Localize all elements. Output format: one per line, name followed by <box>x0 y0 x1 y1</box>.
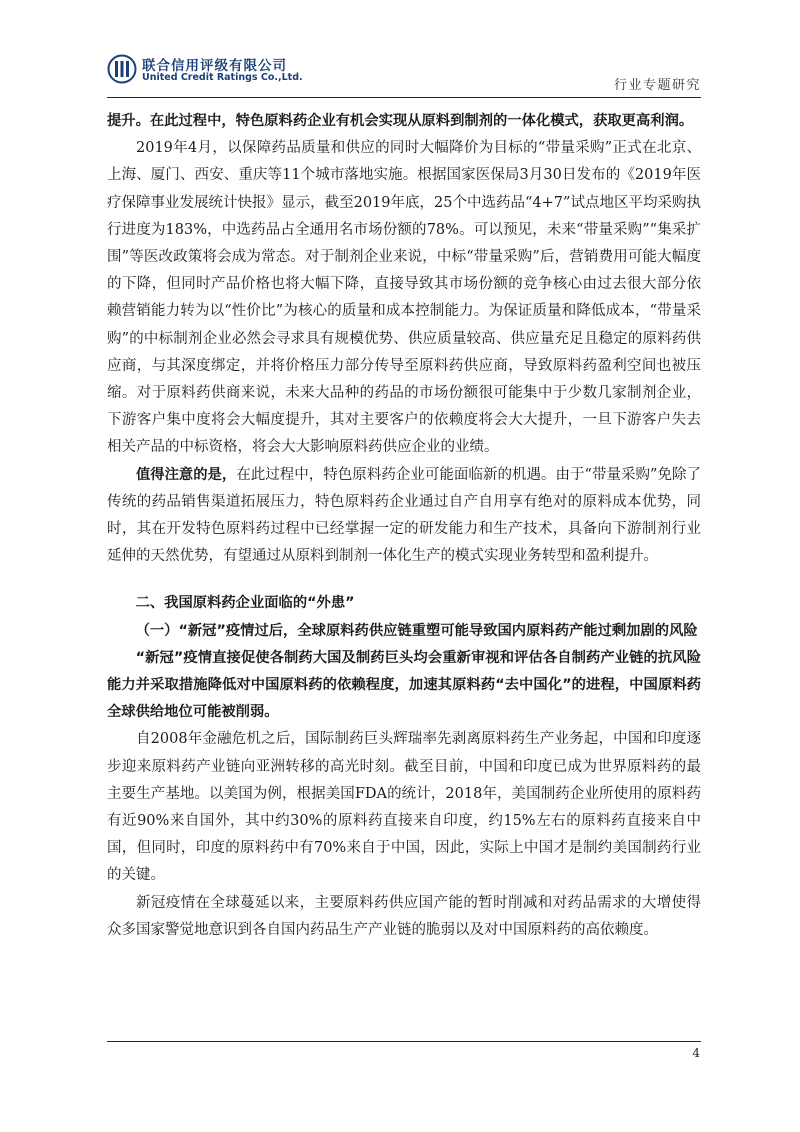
company-logo-icon <box>107 54 137 84</box>
section-heading: 二、我国原料药企业面临的“外患” <box>135 595 355 612</box>
paragraph-opportunity <box>107 462 701 571</box>
paragraph-opportunity-text: 在此过程中，特色原料药企业可能面临新的机遇。由于“带量采购”免除了传统的药品销售渠道拓展压力，特色原料药企业通过自产自用享有绝对的原料成本优势，同时，其在开发特色原料药过程中已经掌握一定的研发能力和生产技术，具备向下游制剂行业延伸的天然优势，有望通过从原料到制剂一体化生产的模式实现业务转型和盈利提升。 <box>107 466 701 565</box>
paragraph-conclusion: 提升。在此过程中，特色原料药企业有机会实现从原料到制剂的一体化模式，获取更高利润。 <box>107 113 694 129</box>
company-name-cn: 联合信用评级有限公司 <box>142 58 287 74</box>
header-rule <box>107 97 701 98</box>
paragraph-key-point: “新冠”疫情直接促使各制药大国及制药巨头均会重新审视和评估各自制药产业链的抗风险能力并采取措施降低对中国原料药的依赖程度，加速其原料药“去中国化”的进程，中国原料药全球供给地位可能被削弱。 <box>107 649 701 721</box>
footer-rule <box>107 1041 701 1042</box>
document-body <box>107 108 701 944</box>
paragraph-volume-procurement: 2019年4月，以保障药品质量和供应的同时大幅降价为目标的“带量采购”正式在北京、上海、厦门、西安、重庆等11个城市落地实施。根据国家医保局3月30日发布的《2019年医疗保障事业发展统计快报》显示，截至2019年底，25个中选药品“4+7”试点地区平均采购执行进度为183%，中选药品占全通用名市场份额的78%。可以预见，未来“带量采购”“集采扩围”等医改政策将会成为常态。对于制剂企业来说，中标“带量采购”后，营销费用可能大幅度的下降，但同时产品价格也将大幅下降，直接导致其市场份额的竞争核心由过去很大部分依赖营销能力转为以“性价比”为核心的质量和成本控制能力。为保证质量和降低成本，“带量采购”的中标制剂企业必然会寻求具有规模优势、供应质量较高、供应量充足且稳定的原料药供应商，与其深度绑定，并将价格压力部分传导至原料药供应商，导致原料药盈利空间也被压缩。对于原料药供商来说，未来大品种的药品的市场份额很可能集中于少数几家制剂企业，下游客户集中度将会大幅度提升，其对主要客户的依赖度将会大大提升，一旦下游客户失去相关产品的中标资格，将会大大影响原料药供应企业的业绩。 <box>107 140 701 456</box>
paragraph-history: 自2008年金融危机之后，国际制药巨头辉瑞率先剥离原料药生产业务起，中国和印度逐步迎来原料药产业链向亚洲转移的高光时刻。截至目前，中国和印度已成为世界原料药的最主要生产基地。以美国为例，根据美国FDA的统计，2018年，美国制药企业所使用的原料药有近90%来自国外，其中约30%的原料药直接来自印度，约15%左右的原料药直接来自中国，但同时，印度的原料药中有70%来自于中国，因此，实际上中国才是制约美国制药行业的关键。 <box>107 731 701 884</box>
page-header <box>107 54 701 96</box>
paragraph-lead-bold: 值得注意的是， <box>136 466 237 483</box>
section-label: 行业专题研究 <box>613 78 701 93</box>
company-name-en: United Credit Ratings Co.,Ltd. <box>142 72 303 83</box>
page-number: 4 <box>692 1046 700 1060</box>
paragraph-pandemic: 新冠疫情在全球蔓延以来，主要原料药供应国产能的暂时削减和对药品需求的大增使得众多国家警觉地意识到各自国内药品生产产业链的脆弱以及对中国原料药的高依赖度。 <box>107 894 701 938</box>
subsection-heading: （一）“新冠”疫情过后，全球原料药供应链重塑可能导致国内原料药产能过剩加剧的风险 <box>135 622 698 639</box>
